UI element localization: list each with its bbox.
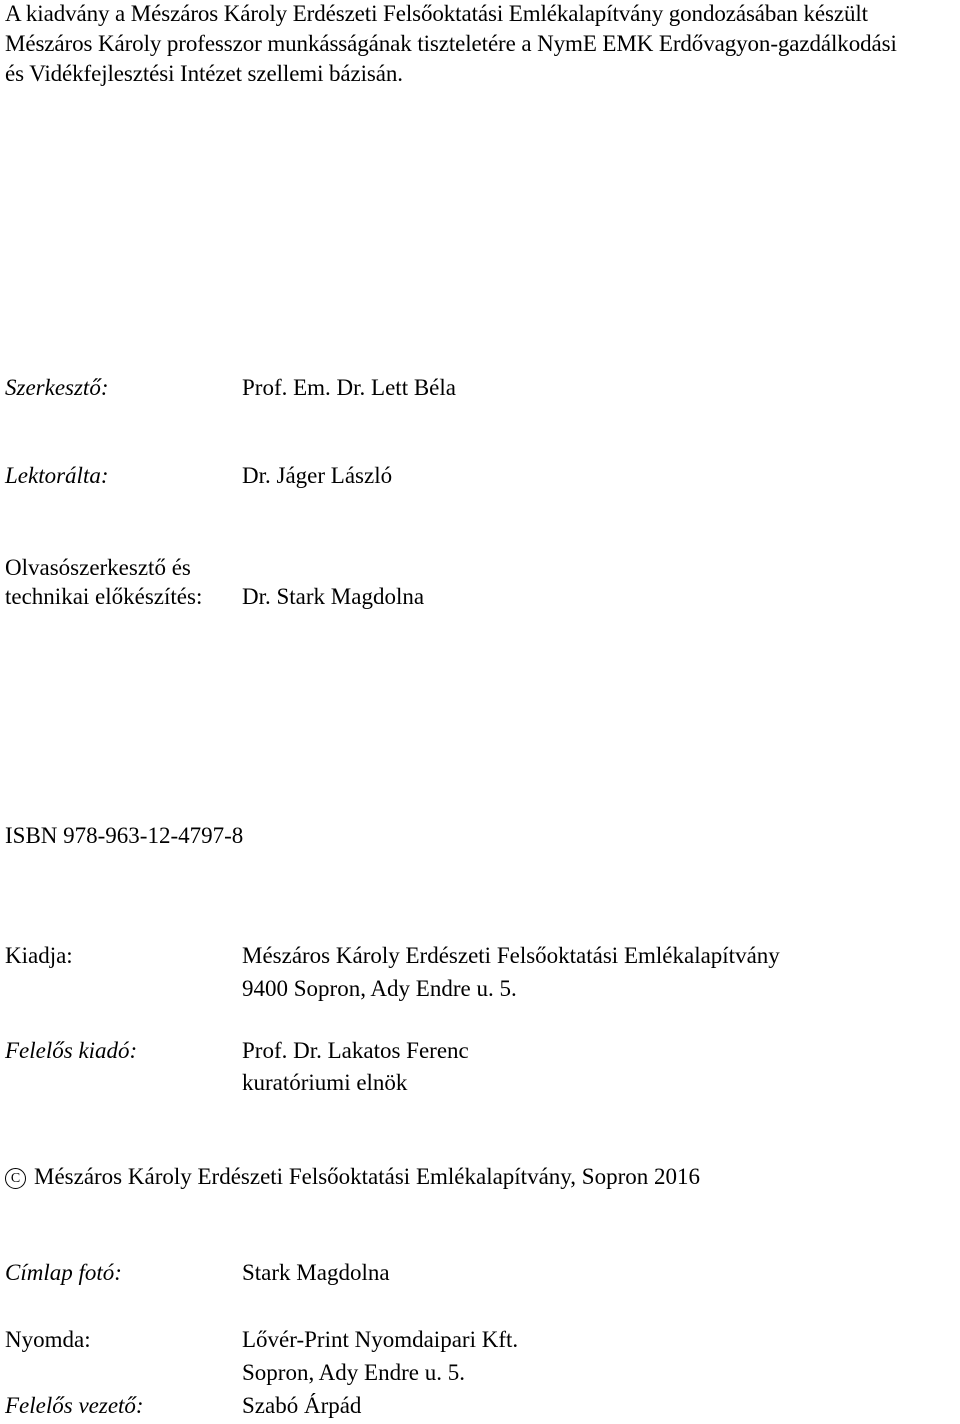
isbn: ISBN 978-963-12-4797-8 [5, 823, 244, 848]
reviewer-label: Lektorálta: [5, 463, 109, 488]
intro-line-3: és Vidékfejlesztési Intézet szellemi bázisán. [5, 61, 403, 86]
responsible-publisher-label: Felelős kiadó: [5, 1038, 138, 1063]
printer-name: Lővér-Print Nyomdaipari Kft. [242, 1327, 519, 1352]
manager-name: Szabó Árpád [242, 1393, 362, 1418]
publisher-address: 9400 Sopron, Ady Endre u. 5. [242, 976, 517, 1001]
editor-label: Szerkesztő: [5, 375, 109, 400]
publisher-name: Mészáros Károly Erdészeti Felsőoktatási Emlékalapítvány [242, 943, 780, 968]
printer-address: Sopron, Ady Endre u. 5. [242, 1360, 465, 1385]
intro-line-1: A kiadvány a Mészáros Károly Erdészeti Felsőoktatási Emlékalapítvány gondozásában készült [5, 1, 868, 26]
cover-photo-value: Stark Magdolna [242, 1260, 390, 1285]
publisher-label: Kiadja: [5, 943, 73, 968]
intro-line-2: Mészáros Károly professzor munkásságának tiszteletére a NymE EMK Erdővagyon-gazdálkodási [5, 31, 897, 56]
proof-label-line-2: technikai előkészítés: [5, 584, 203, 609]
copyright-line [5, 1163, 700, 1191]
manager-label: Felelős vezető: [5, 1393, 144, 1418]
proof-label-line-1: Olvasószerkesztő és [5, 555, 191, 580]
proof-value: Dr. Stark Magdolna [242, 584, 425, 609]
printer-label: Nyomda: [5, 1327, 91, 1352]
copyright-text: Mészáros Károly Erdészeti Felsőoktatási Emlékalapítvány, Sopron 2016 [34, 1164, 700, 1189]
editor-value: Prof. Em. Dr. Lett Béla [242, 375, 456, 400]
reviewer-value: Dr. Jáger László [242, 463, 393, 488]
responsible-publisher-name: Prof. Dr. Lakatos Ferenc [242, 1038, 469, 1063]
copyright-icon: C [5, 1168, 26, 1189]
cover-photo-label: Címlap fotó: [5, 1260, 122, 1285]
responsible-publisher-role: kuratóriumi elnök [242, 1070, 408, 1095]
